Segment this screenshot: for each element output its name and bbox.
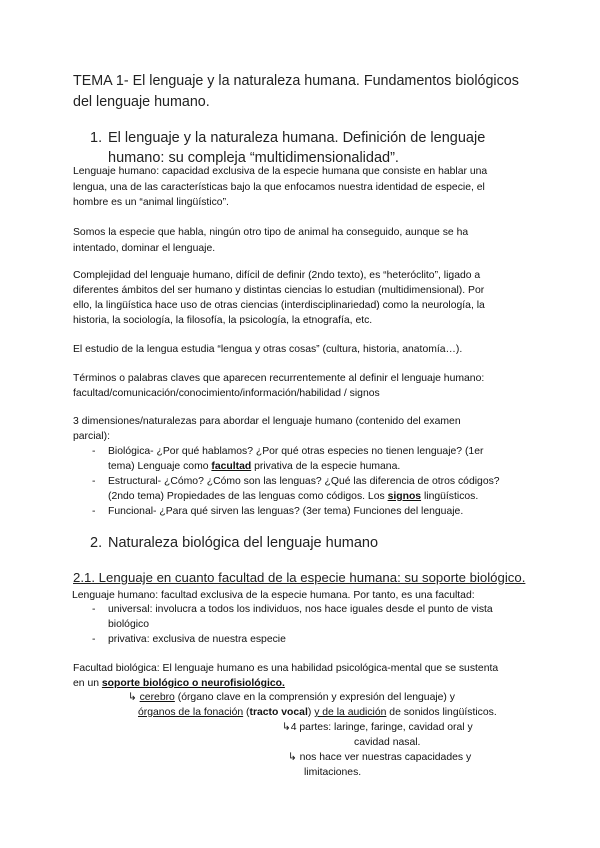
- keyword-signos: signos: [387, 491, 422, 502]
- paragraph-line: hombre es un “animal lingüístico”.: [73, 197, 229, 208]
- bullet-dash: -: [92, 446, 96, 457]
- text-run: lingüísticos.: [421, 491, 479, 502]
- text-run: (: [243, 707, 250, 718]
- bullet-estructural-line-2: [108, 489, 478, 505]
- paragraph-line: 3 dimensiones/naturalezas para abordar el lenguaje humano (contenido del examen: [73, 416, 461, 427]
- paragraph-line: Términos o palabras claves que aparecen recurrentemente al definir el lenguaje humano:: [73, 373, 485, 384]
- keyword-facultad: facultad: [211, 461, 252, 472]
- paragraph-line: Lenguaje humano: capacidad exclusiva de la especie humana que consiste en hablar una: [73, 166, 488, 177]
- paragraph-line: lengua, una de las características bajo la que enfocamos nuestra identidad de especie, el: [73, 182, 485, 193]
- paragraph-line: Facultad biológica: El lenguaje humano es una habilidad psicológica-mental que se sustenta: [73, 663, 499, 674]
- text-run: de sonidos lingüísticos.: [386, 707, 497, 718]
- tree-row-capacidades: [288, 750, 471, 766]
- arrow-icon: ↳: [288, 752, 297, 763]
- tree-row-cavidad-nasal: cavidad nasal.: [354, 737, 421, 748]
- text-run: nos hace ver nuestras capacidades y: [296, 752, 472, 763]
- section-1-heading-line-2: humano: su compleja “multidimensionalidad”.: [108, 150, 399, 166]
- paragraph-line: parcial):: [73, 431, 110, 442]
- paragraph-line: facultad/comunicación/conocimiento/información/habilidad / signos: [73, 388, 380, 399]
- text-run: privativa de la especie humana.: [251, 461, 401, 472]
- arrow-icon: ↳: [282, 722, 291, 733]
- paragraph-line: El estudio de la lengua estudia “lengua y otras cosas” (cultura, historia, anatomía…).: [73, 344, 463, 355]
- keyword-tracto-vocal: tracto vocal: [249, 707, 308, 718]
- subsection-2-1-heading: 2.1. Lenguaje en cuanto facultad de la especie humana: su soporte biológico.: [73, 570, 526, 585]
- text-run: (órgano clave en la comprensión y expresión del lenguaje) y: [174, 692, 455, 703]
- bullet-estructural-line-1: Estructural- ¿Cómo? ¿Cómo son las lenguas? ¿Qué las diferencia de otros códigos?: [108, 476, 500, 487]
- list-universal-line-1: universal: involucra a todos los individuos, nos hace iguales desde el punto de vista: [108, 604, 493, 615]
- bullet-biologica-line-1: Biológica- ¿Por qué hablamos? ¿Por qué otras especies no tienen lenguaje? (1er: [108, 446, 484, 457]
- bullet-dash: -: [92, 604, 96, 615]
- list-privativa: privativa: exclusiva de nuestra especie: [108, 634, 286, 645]
- tree-row-partes: [282, 720, 473, 736]
- text-run: en un: [73, 678, 102, 689]
- keyword-cerebro: cerebro: [139, 692, 175, 703]
- text-run: ): [307, 707, 315, 718]
- tree-row-cerebro: [128, 690, 455, 706]
- arrow-icon: ↳: [128, 692, 137, 703]
- paragraph-line: diferentes ámbitos del ser humano y distintas ciencias lo estudian (multidimensional). Por: [73, 285, 485, 296]
- doc-title-line-2: del lenguaje humano.: [73, 94, 210, 110]
- paragraph-line: intentado, dominar el lenguaje.: [73, 243, 216, 254]
- list-universal-line-2: biológico: [108, 619, 150, 630]
- text-run: 4 partes: laringe, faringe, cavidad oral y: [290, 722, 473, 733]
- paragraph-line: Complejidad del lenguaje humano, difícil de definir (2ndo texto), es “heteróclito”, ligado a: [73, 270, 481, 281]
- section-1-number: 1.: [90, 130, 103, 146]
- paragraph-line: Lenguaje humano: facultad exclusiva de la especie humana. Por tanto, es una facultad:: [72, 590, 475, 601]
- bullet-biologica-line-2: [108, 459, 400, 475]
- text-run: (2ndo tema) Propiedades de las lenguas como códigos. Los: [108, 491, 388, 502]
- section-1-heading-line-1: El lenguaje y la naturaleza humana. Definición de lenguaje: [108, 130, 486, 146]
- paragraph-line: historia, la sociología, la filosofía, la psicología, la etnografía, etc.: [73, 315, 373, 326]
- doc-title-line-1: TEMA 1- El lenguaje y la naturaleza humana. Fundamentos biológicos: [73, 73, 519, 89]
- keyword-organos-fonacion: órganos de la fonación: [138, 707, 244, 718]
- section-2-number: 2.: [90, 535, 103, 551]
- text-run: tema) Lenguaje como: [108, 461, 212, 472]
- tree-row-organos: [138, 705, 497, 721]
- paragraph-line: ello, la lingüística hace uso de otras ciencias (interdisciplinariedad) como la neurología, la: [73, 300, 485, 311]
- bullet-dash: -: [92, 506, 96, 517]
- section-2-heading: Naturaleza biológica del lenguaje humano: [108, 535, 379, 551]
- bullet-dash: -: [92, 634, 96, 645]
- keyword-soporte-biologico: soporte biológico o neurofisiológico.: [101, 678, 285, 689]
- paragraph-line: Somos la especie que habla, ningún otro tipo de animal ha conseguido, aunque se ha: [73, 227, 469, 238]
- tree-row-limitaciones: limitaciones.: [304, 767, 362, 778]
- bullet-funcional: Funcional- ¿Para qué sirven las lenguas? (3er tema) Funciones del lenguaje.: [108, 506, 464, 517]
- keyword-audicion: y de la audición: [314, 707, 387, 718]
- bullet-dash: -: [92, 476, 96, 487]
